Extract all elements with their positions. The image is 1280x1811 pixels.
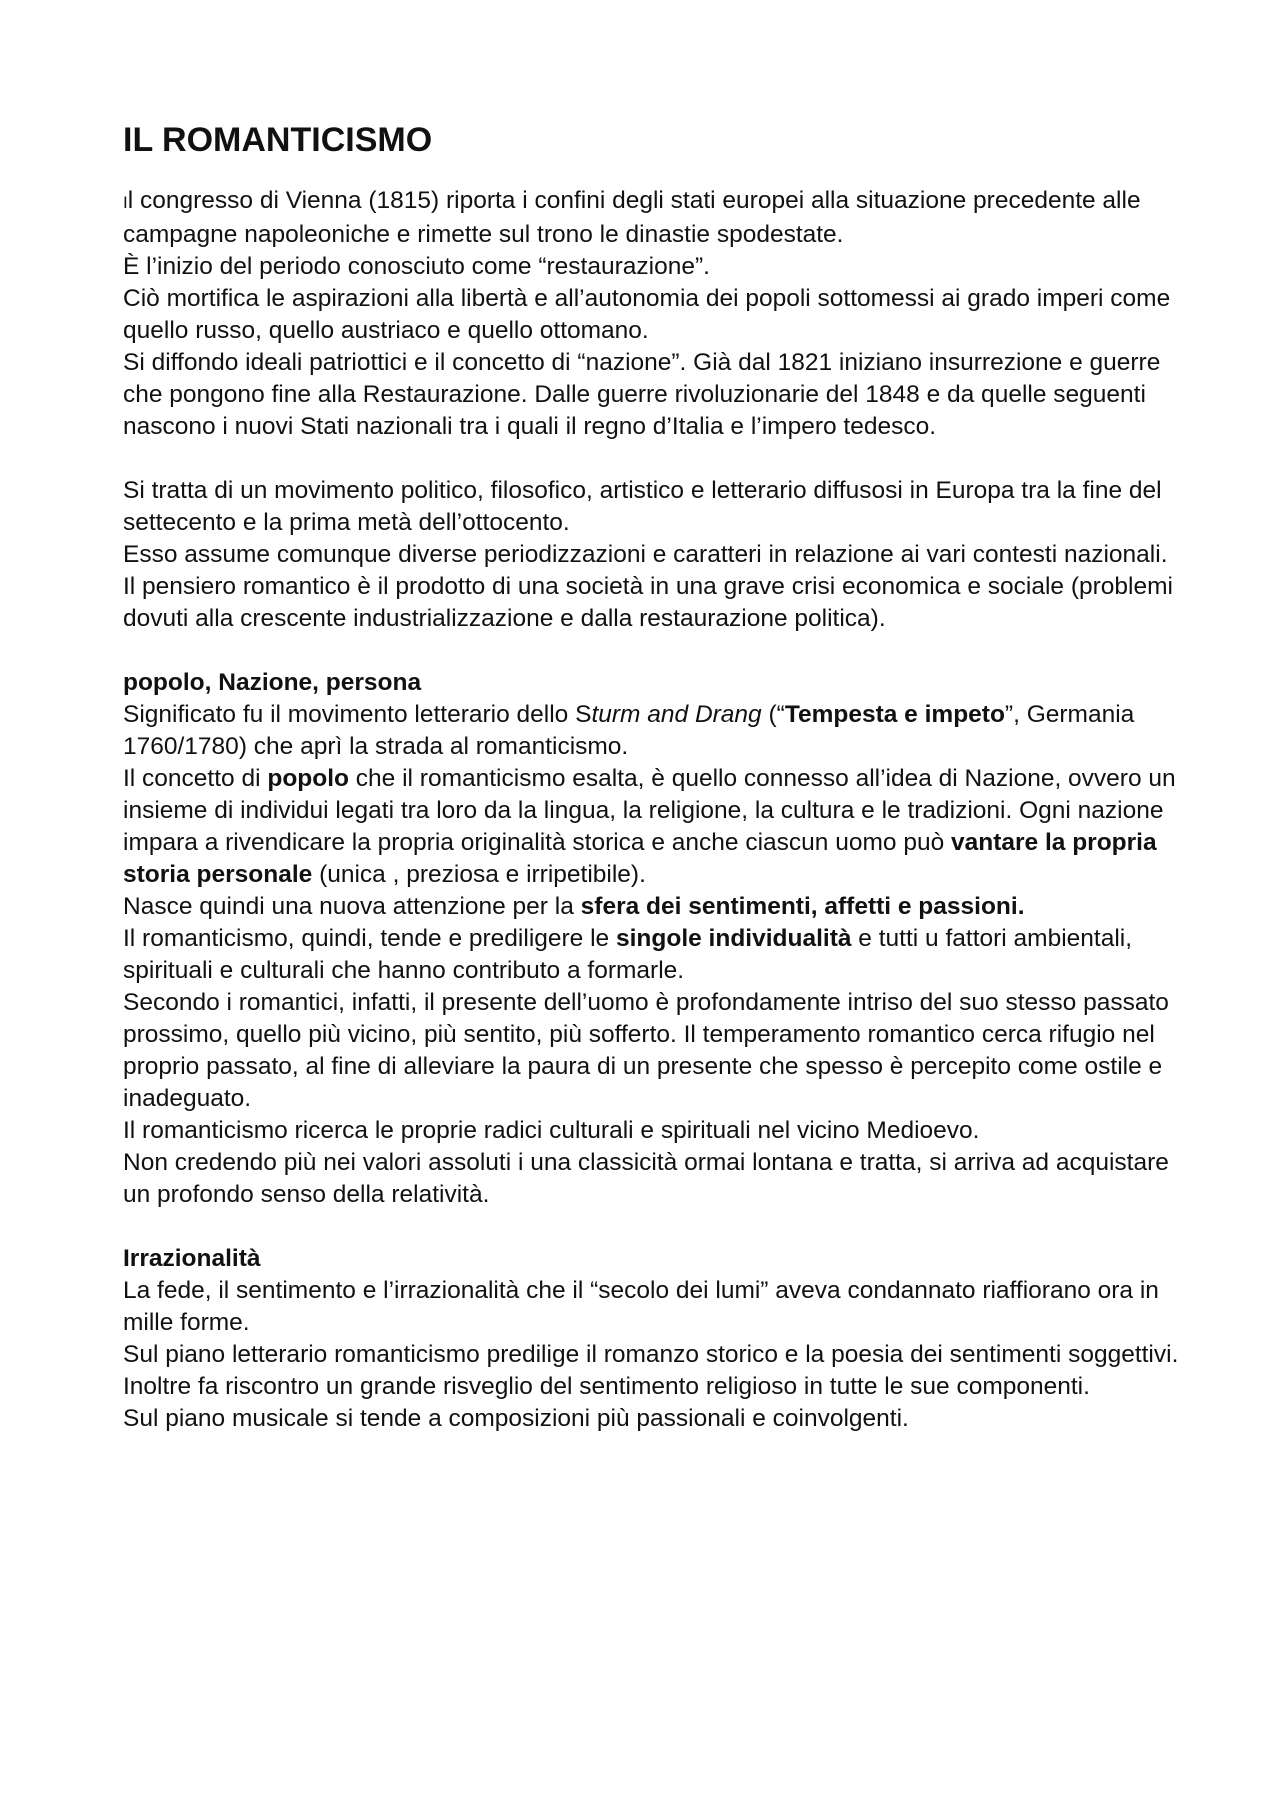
popolo-paragraph-6: Il romanticismo ricerca le proprie radici culturali e spirituali nel vicino Medioevo. [123,1116,980,1144]
movement-paragraph-2: Esso assume comunque diverse periodizzazioni e caratteri in relazione ai vari contesti nazionali. [123,540,1168,568]
intro-paragraph-3: Ciò mortifica le aspirazioni alla libertà e all’autonomia dei popoli sottomessi ai grado imperi come quello russo, quello austriaco e quello ottomano. [123,284,1171,344]
bold-term: popolo [267,764,349,792]
italic-term: turm and Drang [591,700,762,728]
irrazionalita-paragraph-3: Sul piano musicale si tende a composizioni più passionali e coinvolgenti. [123,1404,909,1432]
popolo-paragraph-5: Secondo i romantici, infatti, il presente dell’uomo è profondamente intriso del suo stesso passato prossimo, quello più vicino, più sentito, più sofferto. Il temperamento romantico cerca rifugio nel proprio passato, al fine di alleviare la paura di un presente che spesso è percepito come ostile e inadeguato. [123,988,1169,1112]
spacer [123,1211,1183,1243]
bold-term: Tempesta e impeto [784,700,1005,728]
section-heading-irrazionalita: Irrazionalità [123,1244,261,1272]
section-heading-popolo: popolo, Nazione, persona [123,668,422,696]
intro-paragraph-2: È l’inizio del periodo conosciuto come “restaurazione”. [123,252,710,280]
popolo-paragraph-2: Il concetto di popolo che il romanticismo esalta, è quello connesso all’idea di Nazione, ovvero un insieme di individui legati tra loro da la lingua, la religione, la cultura e le tradizioni. Ogni nazione impara a rivendicare la propria originalità storica e anche ciascun uomo può vantare la propria storia personale (unica , preziosa e irripetibile). [123,764,1176,888]
bold-term: singole individualità [615,924,852,952]
drop-letter: I [123,192,128,212]
page-title: IL ROMANTICISMO [123,121,433,159]
popolo-paragraph-3: Nasce quindi una nuova attenzione per la sfera dei sentimenti, affetti e passioni. [123,892,1025,920]
spacer [123,443,1183,475]
intro-paragraph-4: Si diffondo ideali patriottici e il concetto di “nazione”. Già dal 1821 iniziano insurrezione e guerre che pongono fine alla Restaurazione. Dalle guerre rivoluzionarie del 1848 e da quelle seguenti nascono i nuovi Stati nazionali tra i quali il regno d’Italia e l’impero tedesco. [123,348,1161,440]
document-page [123,120,1183,1435]
bold-term: vantare la propria storia personale [123,828,1157,888]
movement-paragraph-3: Il pensiero romantico è il prodotto di una società in una grave crisi economica e sociale (problemi dovuti alla crescente industrializzazione e dalla restaurazione politica). [123,572,1173,632]
document-body [123,185,1183,1435]
intro-paragraph-1: Il congresso di Vienna (1815) riporta i confini degli stati europei alla situazione precedente alle campagne napoleoniche e rimette sul trono le dinastie spodestate. [123,186,1141,248]
bold-term: sfera dei sentimenti, affetti e passioni. [580,892,1025,920]
popolo-paragraph-7: Non credendo più nei valori assoluti i una classicità ormai lontana e tratta, si arriva ad acquistare un profondo senso della relatività. [123,1148,1169,1208]
spacer [123,635,1183,667]
irrazionalita-paragraph-1: La fede, il sentimento e l’irrazionalità che il “secolo dei lumi” aveva condannato riaffiorano ora in mille forme. [123,1276,1159,1336]
irrazionalita-paragraph-2: Sul piano letterario romanticismo predilige il romanzo storico e la poesia dei sentimenti soggettivi. Inoltre fa riscontro un grande risveglio del sentimento religioso in tutte le sue componenti. [123,1340,1179,1400]
popolo-paragraph-4: Il romanticismo, quindi, tende e prediligere le singole individualità e tutti u fattori ambientali, spirituali e culturali che hanno contributo a formarle. [123,924,1133,984]
popolo-paragraph-1: Significato fu il movimento letterario dello Sturm and Drang (“Tempesta e impeto”, Germania 1760/1780) che aprì la strada al romanticismo. [123,700,1135,760]
movement-paragraph-1: Si tratta di un movimento politico, filosofico, artistico e letterario diffusosi in Europa tra la fine del settecento e la prima metà dell’ottocento. [123,476,1162,536]
